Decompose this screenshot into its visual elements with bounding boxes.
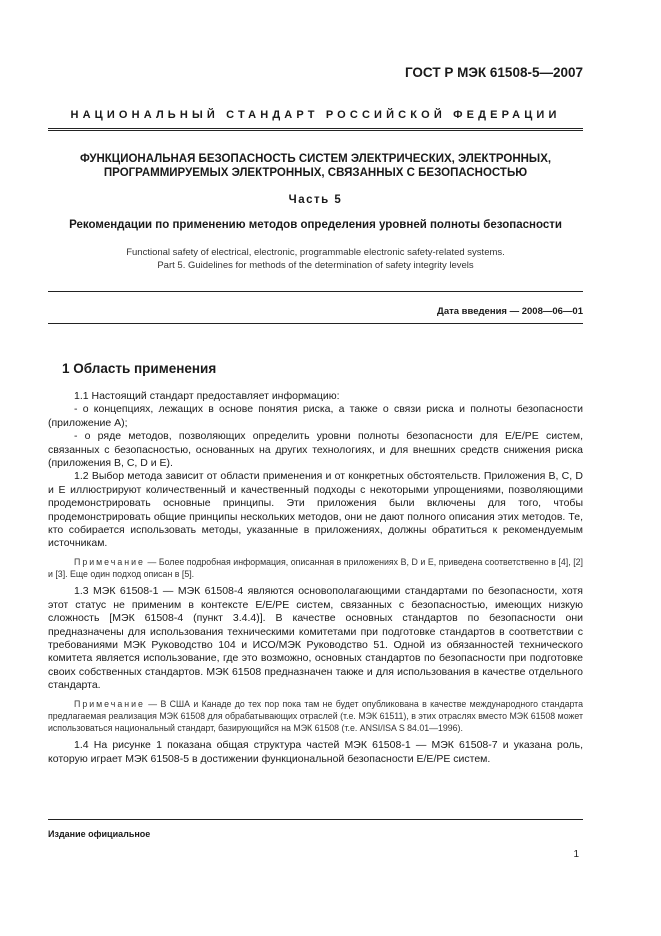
page-number: 1 — [573, 849, 579, 860]
divider-footer — [48, 819, 583, 820]
paragraph-1-2: 1.2 Выбор метода зависит от области применения и от конкретных обстоятельств. Приложения В, С, D и Е иллюстрируют количественный и качественный подходы с некоторыми упрощениями, позволяющими продемонстрировать основные принципы. Эти приложения были включены для того, чтобы продемонстрировать общие принципы нескольких методов, они не дают полного описания этих методов. Те, кто собирается использовать методы, указанные в приложениях, должны обратиться к рекомендуемым источникам. — [48, 470, 583, 550]
title-line-1: ФУНКЦИОНАЛЬНАЯ БЕЗОПАСНОСТЬ СИСТЕМ ЭЛЕКТРИЧЕСКИХ, ЭЛЕКТРОННЫХ, — [79, 153, 552, 165]
note-1 — [48, 556, 583, 580]
document-title — [48, 152, 583, 180]
paragraph-1-1: 1.1 Настоящий стандарт предоставляет информацию: — [74, 390, 340, 402]
document-code: ГОСТ Р МЭК 61508-5—2007 — [404, 65, 583, 80]
note-1-label: Примечание — [74, 556, 145, 567]
english-title — [48, 246, 583, 272]
paragraph-1-1-a: - о концепциях, лежащих в основе понятия риска, а также о связи риска и полноты безопасности (приложение А); — [48, 403, 583, 429]
note-2 — [48, 698, 583, 735]
note-2-label: Примечание — [74, 698, 145, 709]
paragraph-1-1-b: - о ряде методов, позволяющих определить уровни полноты безопасности для Е/Е/РЕ систем, связанных с безопасностью, основанных на других технологиях, и для внешних средств снижения риска (приложения В, С, D и Е). — [48, 430, 583, 470]
divider-top — [48, 128, 583, 129]
note-1-text: — Более подробная информация, описанная в приложениях В, D и Е, приведена соответственно в [4], [2] и [3]. Еще один подход описан в [5]. — [48, 556, 583, 580]
section-body — [48, 390, 583, 766]
paragraph-1-4: 1.4 На рисунке 1 показана общая структура частей МЭК 61508-1 — МЭК 61508-7 и указана роль, которую играет МЭК 61508-5 в достижении функциональной безопасности Е/Е/РЕ систем. — [48, 739, 583, 765]
divider-top-double — [48, 130, 583, 131]
national-standard-banner: НАЦИОНАЛЬНЫЙ СТАНДАРТ РОССИЙСКОЙ ФЕДЕРАЦИИ — [70, 109, 561, 121]
introduction-date: Дата введения — 2008—06—01 — [437, 306, 583, 317]
divider-middle — [48, 291, 583, 292]
divider-date — [48, 323, 583, 324]
note-2-text: — В США и Канаде до тех пор пока там не будет опубликована в качестве международного стандарта предлагаемая реализация МЭК 61508 для обрабатывающих отраслей (т.е. МЭК 61511), в этих отраслях вместо МЭК 61508 может использоваться национальный стандарт, базирующийся на МЭК 61508 (т.е. ANSI/ISA S 84.01—1996). — [48, 698, 583, 733]
english-title-line-1: Functional safety of electrical, electronic, programmable electronic safety-related systems. — [126, 247, 505, 258]
english-title-line-2: Part 5. Guidelines for methods of the determination of safety integrity levels — [157, 260, 474, 271]
paragraph-1-3: 1.3 МЭК 61508-1 — МЭК 61508-4 являются основополагающими стандартами по безопасности, хотя этот статус не применим в контексте Е/Е/РЕ систем, связанных с безопасностью, имеющих низкую сложность [МЭК 61508-4 (пункт 3.4.4)]. В качестве основных стандартов по безопасности они предназначены для использования техническими комитетами при подготовке стандартов в соответствии с требованиями МЭК Руководство 104 и ИСО/МЭК Руководство 51. Одной из обязанностей технического комитета является использование, где это возможно, основных стандартов по безопасности при подготовке своих собственных стандартов. МЭК 61508 предназначен также и для использования в качестве отдельного стандарта. — [48, 585, 583, 692]
title-line-2: ПРОГРАММИРУЕМЫХ ЭЛЕКТРОННЫХ, СВЯЗАННЫХ С БЕЗОПАСНОСТЬЮ — [103, 167, 528, 179]
part-label: Часть 5 — [288, 194, 343, 206]
document-subtitle: Рекомендации по применению методов определения уровней полноты безопасности — [69, 219, 562, 231]
section-heading: 1 Область применения — [62, 361, 217, 376]
official-edition-label: Издание официальное — [48, 829, 151, 839]
